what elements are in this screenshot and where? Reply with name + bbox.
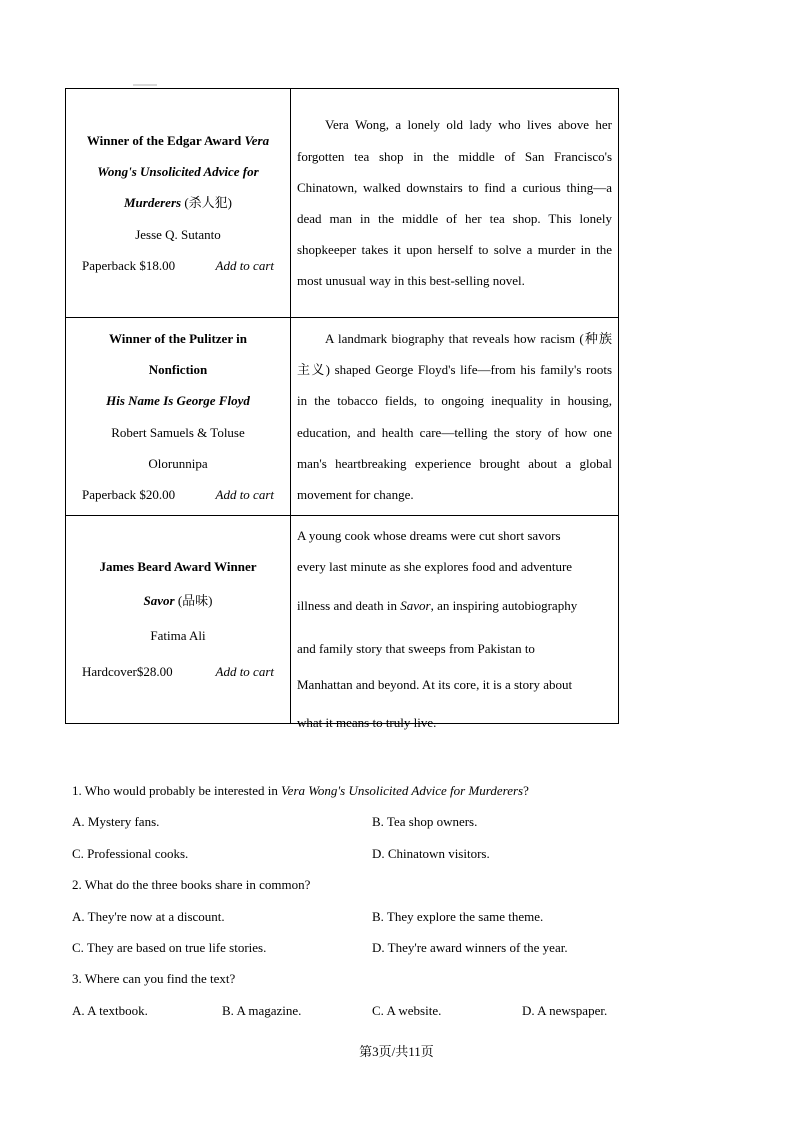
book-title-cn: (品味) <box>177 592 213 608</box>
option-b[interactable]: B. They explore the same theme. <box>372 908 544 924</box>
option-a[interactable]: A. A textbook. <box>72 1002 148 1018</box>
book-title-line <box>66 584 290 618</box>
book-author-cont: Olorunnipa <box>148 455 208 471</box>
price-row <box>66 479 290 510</box>
option-row <box>72 838 672 869</box>
book-award: Winner of the Pulitzer in <box>109 330 247 346</box>
book-description-cell <box>291 318 619 516</box>
option-c[interactable]: C. Professional cooks. <box>72 845 189 861</box>
option-a[interactable]: A. Mystery fans. <box>72 814 160 830</box>
book-price: Paperback $20.00 <box>82 486 176 502</box>
book-price: Paperback $18.00 <box>82 257 176 273</box>
option-row <box>72 995 672 1026</box>
option-row <box>72 901 672 932</box>
book-author: Robert Samuels & Toluse <box>111 424 245 440</box>
book-title-part1: Vera <box>244 132 270 148</box>
book-description-overflow: what it means to truly live. <box>297 715 437 730</box>
book-table <box>65 88 619 724</box>
option-row <box>72 932 672 963</box>
book-award-title <box>66 125 290 156</box>
table-row <box>66 89 619 318</box>
book-price: Hardcover$28.00 <box>82 663 173 679</box>
book-award: James Beard Award Winner <box>99 558 257 574</box>
book-title: Savor <box>143 592 175 608</box>
price-row <box>66 250 290 281</box>
add-to-cart-link[interactable]: Add to cart <box>215 486 274 502</box>
book-description: Vera Wong, a lonely old lady who lives above her forgotten tea shop in the middle of San Francisco's Chinatown, walked downstairs to find a curious thing—a dead man in the middle of her tea shop. This lonely shopkeeper takes it upon herself to solve a murder in the most unusual way in this best-selling novel. <box>297 117 612 289</box>
book-award: Winner of the Edgar Award <box>86 132 242 148</box>
book-title-line: Wong's Unsolicited Advice for <box>97 164 259 180</box>
book-title-cn: (杀人犯) <box>184 195 232 211</box>
book-author: Jesse Q. Sutanto <box>135 226 221 242</box>
scan-mark <box>133 84 157 86</box>
book-title-line <box>66 187 290 218</box>
question-stem: 3. Where can you find the text? <box>72 971 236 987</box>
option-d[interactable]: D. They're award winners of the year. <box>372 939 568 955</box>
book-description-cell <box>291 516 619 724</box>
questions <box>72 775 672 1026</box>
option-b[interactable]: B. Tea shop owners. <box>372 814 478 830</box>
option-row <box>72 806 672 837</box>
book-description: A landmark biography that reveals how racism (种族主义) shaped George Floyd's life—from his family's roots in the tobacco fields, to ongoing inequality in housing, education, and health care—telling the story of how one man's heartbreaking experience brought about a global movement for change. <box>297 330 612 502</box>
table-row <box>66 516 619 724</box>
book-title-part3: Murderers <box>124 195 182 211</box>
question-stem: 1. Who would probably be interested in Vera Wong's Unsolicited Advice for Murderers? <box>72 783 529 798</box>
add-to-cart-link[interactable]: Add to cart <box>215 663 274 679</box>
page-footer: 第3页/共11页 <box>359 1044 434 1059</box>
book-award-cont: Nonfiction <box>148 362 208 378</box>
option-c[interactable]: C. They are based on true life stories. <box>72 939 267 955</box>
add-to-cart-link[interactable]: Add to cart <box>215 257 274 273</box>
book-author: Fatima Ali <box>150 627 206 643</box>
price-row <box>66 654 290 690</box>
book-title: His Name Is George Floyd <box>106 393 250 409</box>
option-c[interactable]: C. A website. <box>372 1002 442 1018</box>
option-d[interactable]: D. Chinatown visitors. <box>372 845 490 861</box>
option-d[interactable]: D. A newspaper. <box>522 1002 608 1018</box>
book-info-cell <box>66 318 291 516</box>
book-description-cell <box>291 89 619 318</box>
book-info-cell <box>66 89 291 318</box>
option-a[interactable]: A. They're now at a discount. <box>72 908 225 924</box>
option-b[interactable]: B. A magazine. <box>222 1002 302 1018</box>
question-stem: 2. What do the three books share in common? <box>72 877 311 893</box>
book-info-cell <box>66 516 291 724</box>
book-description: A young cook whose dreams were cut short savors every last minute as she explores food and adventure illness and death in Savor, an inspiring autobiography and family story that sweeps from Pakistan to Manhattan and beyond. At its core, it is a story about <box>297 528 578 692</box>
table-row <box>66 318 619 516</box>
